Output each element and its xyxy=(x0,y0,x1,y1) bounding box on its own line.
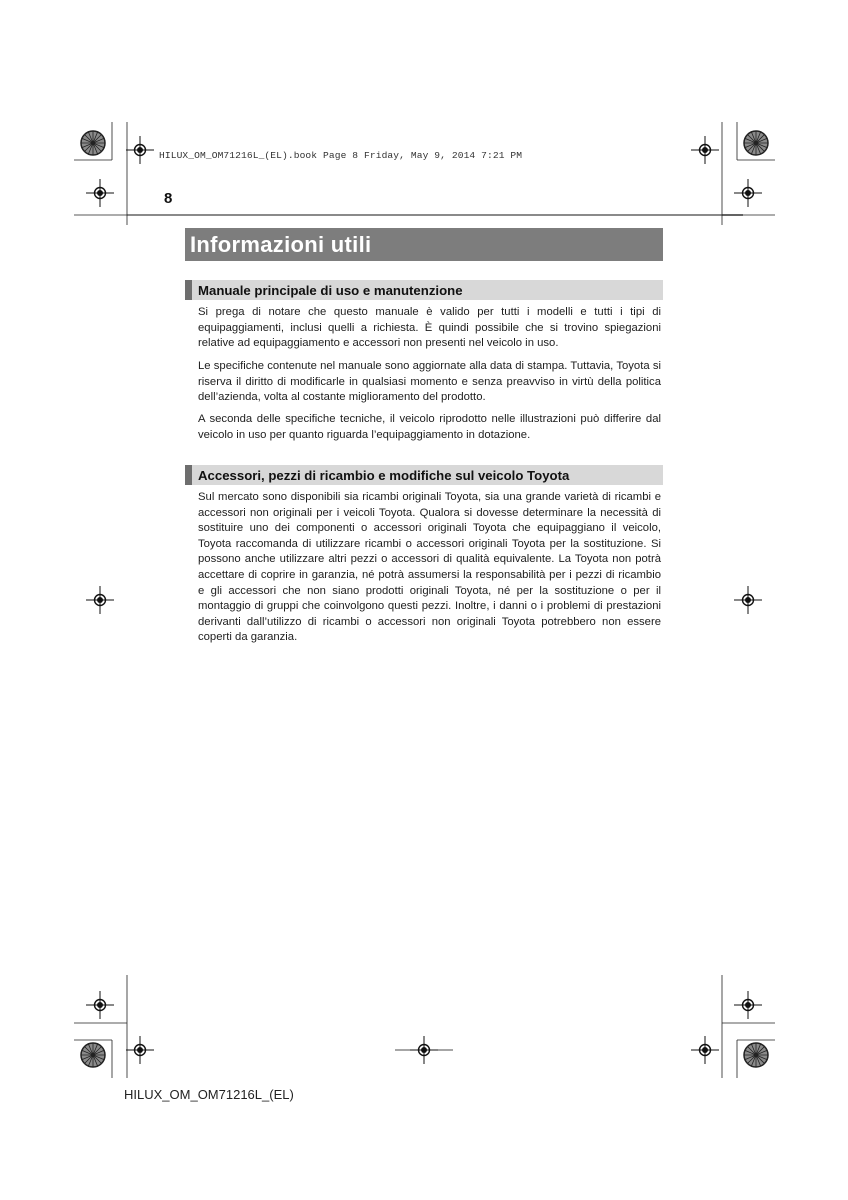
section-heading-text: Manuale principale di uso e manutenzione xyxy=(198,282,463,298)
paragraph: Le specifiche contenute nel manuale sono aggiornate alla data di stampa. Tuttavia, Toyota si riserva il diritto di modificarle in qualsiasi momento e senza preavviso in virtù della politica dell’azienda, volta al costante miglioramento del prodotto. xyxy=(198,360,661,404)
print-meta-line: HILUX_OM_OM71216L_(EL).book Page 8 Friday, May 9, 2014 7:21 PM xyxy=(159,150,523,161)
paragraph: Sul mercato sono disponibili sia ricambi originali Toyota, sia una grande varietà di ricambi e accessori non originali per i veicoli Toyota. Qualora si dovesse determinare la necessità di sostituire uno dei componenti o accessori originali Toyota che equipaggiano il veicolo, Toyota raccomanda di utilizzare ricambi o accessori originali Toyota per la sostituzione. Si possono anche utilizzare altri pezzi o accessori di qualità equivalente. La Toyota non potrà accettare di coprire in garanzia, né potrà assumersi la responsabilità per i pezzi di ricambio e gli accessori che non siano prodotti originali Toyota, né per la sostituzione o per il montaggio di gruppi che coinvolgono questi pezzi. Inoltre, i danni o i problemi di prestazioni derivanti dall’utilizzo di ricambi o accessori non originali Toyota potrebbero non essere coperti da garanzia. xyxy=(198,491,661,644)
footer-document-code: HILUX_OM_OM71216L_(EL) xyxy=(124,1087,294,1102)
page-number: 8 xyxy=(164,190,173,207)
paragraph: Si prega di notare che questo manuale è valido per tutti i modelli e tutti i tipi di equipaggiamenti, inclusi quelli a richiesta. È quindi possibile che si trovino spiegazioni relative ad equipaggiamento e accessori non presenti nel veicolo in uso. xyxy=(198,306,661,350)
page-title: Informazioni utili xyxy=(190,231,372,257)
paragraph: A seconda delle specifiche tecniche, il veicolo riprodotto nelle illustrazioni può differire dal veicolo in uso per quanto riguarda l’equipaggiamento in dotazione. xyxy=(198,413,661,441)
section-heading-text: Accessori, pezzi di ricambio e modifiche sul veicolo Toyota xyxy=(198,467,570,483)
